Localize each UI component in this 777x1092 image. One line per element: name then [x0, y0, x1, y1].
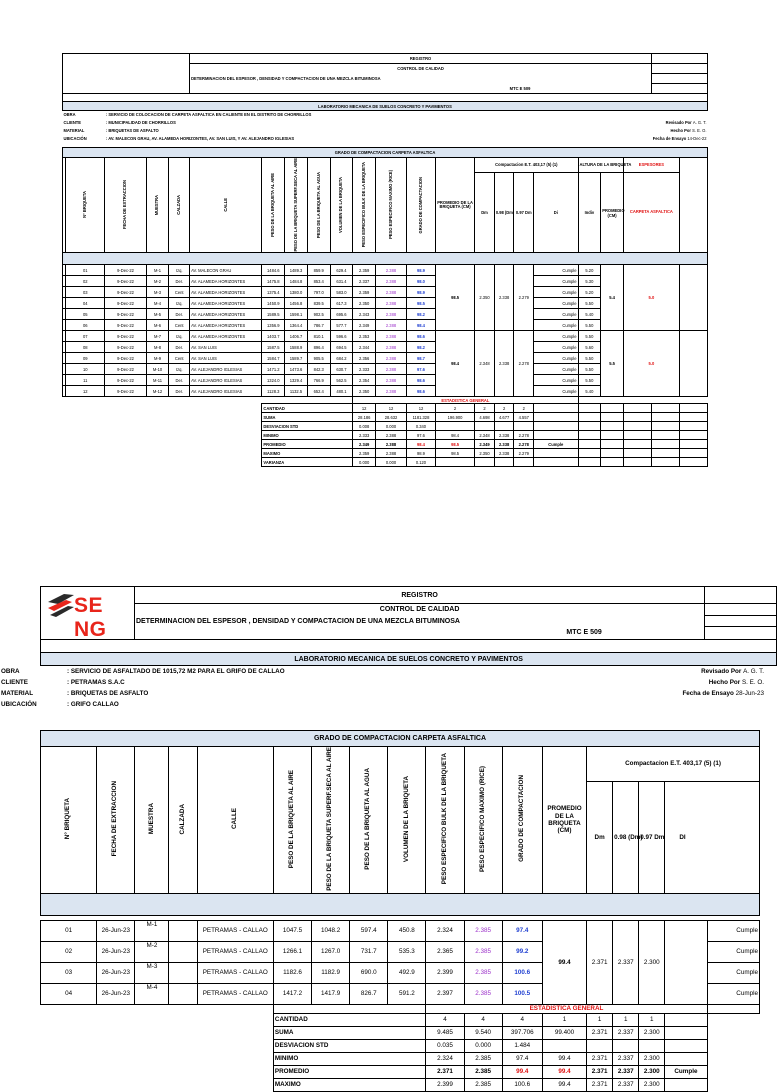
- d98-value: 2.337: [613, 920, 639, 1004]
- table-row: 10 9-Dec-22 M-10 Izq. AV. ALEJANDRO IGLESIAS 1471.2 1473.6 842.3 630.7 2.333 2.388 97.6 Cumple 5.50: [63, 364, 708, 375]
- espesor-carpeta: 5.0: [623, 331, 679, 397]
- stats-row: VARIANZA 0.000 0.000 0.120: [63, 458, 708, 467]
- calle-cell: PETRAMAS - CALLAO: [197, 941, 273, 962]
- logo-box: [41, 587, 135, 640]
- cumple-badge: Cumple: [534, 287, 578, 298]
- stats-row: CANTIDAD 4 4 4 1 1 1 1: [41, 1013, 760, 1026]
- table-row: 08 9-Dec-22 M-8 Der. AV. SAN LUIS 1587.5 1588.9 896.4 694.5 2.344 2.388 98.2 Cumple 5.60: [63, 342, 708, 353]
- stats-row: PROMEDIO 2.349 2.388 98.4 98.5 2.349 2.338 2.278 Cumple: [63, 440, 708, 449]
- material-value: : BRIQUETAS DE ASFALTO: [105, 128, 159, 133]
- report-table-2: [40, 586, 777, 666]
- stats-row: CANTIDAD 12 12 12 2 2 2 2: [63, 404, 708, 413]
- altura-indiv: 5.50: [578, 320, 601, 331]
- table-row: 04 26-Jun-23 M-4 PETRAMAS - CALLAO 1417.2 1417.9 826.7 591.2 2.397 2.385 100.5 Cumple: [41, 983, 760, 1004]
- espesor-carpeta: 5.0: [623, 265, 679, 331]
- calle-cell: AV. ALAMEDA HORIZONTES: [190, 276, 262, 287]
- calle-cell: AV. ALAMEDA HORIZONTES: [190, 320, 262, 331]
- altura-indiv: 5.60: [578, 342, 601, 353]
- obra-value: : SERVICIO DE ASFALTADO DE 1015,72 M2 PARA EL GRIFO DE CALLAO: [67, 668, 285, 675]
- calle-cell: AV. SAN LUIS: [190, 353, 262, 364]
- logo-box: [63, 54, 190, 94]
- promedio-briqueta: 98.4: [435, 331, 474, 397]
- cumple-badge: Cumple: [707, 983, 760, 1004]
- d98-value: 2.338: [494, 331, 514, 397]
- stats-row: DESVIACION STD 0.035 0.000 1.484: [41, 1039, 760, 1052]
- altura-indiv: 5.50: [578, 364, 601, 375]
- obra-value: : SERVICIO DE COLOCACION DE CARPETA ASFALTICA EN CALIENTE EN EL DISTRITO DE CHORRILLOS: [105, 112, 312, 118]
- altura-indiv: 5.50: [578, 331, 601, 342]
- d97-value: 2.278: [514, 331, 534, 397]
- stats-row: SUMA 28.186 28.632 1181.328 196.900 4.698 4.677 4.557: [63, 413, 708, 422]
- calle-cell: AV. ALEJANDRO IGLESIAS: [190, 386, 262, 397]
- norma: MTC E 509: [135, 627, 705, 640]
- d97-value: 2.300: [639, 920, 665, 1004]
- cumple-badge: Cumple: [707, 941, 760, 962]
- table-row: 06 9-Dec-22 M-6 Cent AV. ALAMEDA HORIZONTES 1356.9 1364.4 786.7 577.7 2.349 2.388 98.4 Cumple 5.50: [63, 320, 708, 331]
- cumple-badge: Cumple: [534, 331, 578, 342]
- lab-title: LABORATORIO MECANICA DE SUELOS CONCRETO Y PAVIMENTOS: [41, 653, 777, 666]
- cumple-badge: Cumple: [707, 920, 760, 941]
- calle-cell: PETRAMAS - CALLAO: [197, 920, 273, 941]
- stats-row: DESVIACION STD 0.008 0.000 0.340: [63, 422, 708, 431]
- calle-cell: AV. ALAMEDA HORIZONTES: [190, 298, 262, 309]
- calle-cell: AV. ALAMEDA HORIZONTES: [190, 309, 262, 320]
- ubicacion-value: : GRIFO CALLAO: [67, 701, 119, 708]
- table-row: 03 9-Dec-22 M-3 Cent AV. ALAMEDA HORIZONTES 1375.4 1380.0 797.0 583.0 2.359 2.388 98.9 Cumple 5.20: [63, 287, 708, 298]
- info-block-2: OBRA : SERVICIO DE ASFALTADO DE 1015,72 M2 PARA EL GRIFO DE CALLAO Revisado Por A. G. T. CLIENTE : PETRAMAS S.A.C Hecho Por S. E. O. MATERIAL : BRIQUETAS DE ASFALTO Fecha de Ensayo 28-Jun-23 UBICACIÓN : GRIFO CALLAO: [1, 668, 764, 708]
- dm-value: 2.350: [475, 265, 495, 331]
- calle-cell: AV. ALAMEDA HORIZONTES: [190, 331, 262, 342]
- logo-text: SE NG: [74, 594, 107, 641]
- table-row: 05 9-Dec-22 M-5 Der. AV. ALAMEDA HORIZONTES 1589.5 1598.1 902.5 695.6 2.343 2.388 98.2 Cumple 5.40: [63, 309, 708, 320]
- control-calidad: CONTROL DE CALIDAD: [397, 66, 444, 72]
- table-row: 02 9-Dec-22 M-2 Der. AV. ALAMEDA HORIZONTES 1475.8 1484.8 853.4 631.4 2.337 2.388 98.0 Cumple 5.30: [63, 276, 708, 287]
- report-sheet-1: [0, 0, 768, 520]
- altura-indiv: 5.50: [578, 298, 601, 309]
- estadistica-general: ESTADISTICA GENERAL: [353, 397, 578, 404]
- stats-row: PROMEDIO 2.371 2.385 99.4 99.4 2.371 2.337 2.300 Cumple: [41, 1065, 760, 1078]
- report-sheet-2: [0, 578, 768, 1089]
- table-row: 01 26-Jun-23 M-1 PETRAMAS - CALLAO 1047.5 1048.2 597.4 450.8 2.324 2.385 97.4 99.4 2.371 2.337 2.300 Cumple: [41, 920, 760, 941]
- table-row: 11 9-Dec-22 M-11 Der. AV. ALEJANDRO IGLESIAS 1324.0 1329.4 766.9 562.5 2.354 2.388 98.6 Cumple 5.50: [63, 375, 708, 386]
- cumple-badge: Cumple: [534, 276, 578, 287]
- grado-title: GRADO DE COMPACTACION CARPETA ASFALTICA: [41, 731, 760, 747]
- calle-cell: PETRAMAS - CALLAO: [197, 983, 273, 1004]
- calle-cell: AV. SAN LUIS: [190, 342, 262, 353]
- calle-cell: PETRAMAS - CALLAO: [197, 962, 273, 983]
- d98-value: 2.338: [494, 265, 514, 331]
- calle-cell: AV. ALEJANDRO IGLESIAS: [190, 364, 262, 375]
- cumple-badge: Cumple: [534, 375, 578, 386]
- cumple-badge: Cumple: [534, 298, 578, 309]
- cumple-badge: Cumple: [534, 309, 578, 320]
- table-row: 03 26-Jun-23 M-3 PETRAMAS - CALLAO 1182.6 1182.9 690.0 492.9 2.399 2.385 100.6 Cumple: [41, 962, 760, 983]
- altura-promedio: 5.5: [601, 331, 624, 397]
- report-table-1: REGISTRO CONTROL DE CALIDAD DETERMINACION DEL ESPESOR , DENSIDAD Y COMPACTACION DE UNA MEZCLA BITUMINOSA MTC E 509 LABORATORIO MECANICA DE SUELOS CONCRETO Y PAVIMENTOS OBRA : SERVICIO DE COLOCACION DE CARPETA ASFALTICA EN CALIENTE EN EL DISTRITO DE CHORRILLOS CLIENTE : MUNICIPALIDAD DE CHORRILLOS Revisado Por A. G. T. MATERIAL : BRIQUETAS DE ASFALTO Hecho Por S. E. O. UBICACIÓN : AV. MALECON GRAU, AV. ALAMEDA HORIZONTES, AV. SAN LUIS, Y AV. ALEJANDRO IGLESIAS Fecha de Ensayo 14-Dec-22 GRADO DE COMPACTACION CARPETA ASFALTICA N° BRIQUETA FECHA DE EXTRACCION MUESTRA CALZADA CALLE PESO DE LA BRIQUETA AL AIRE PESO DE LA BRIQUETA SUPERF.SECA AL AIRE PESO DE LA BRIQUETA AL AGUA VOLUMEN DE LA BRIQUETA PESO ESPECIFICO BULK DE LA BRIQUETA PESO ESPECIFICO MAXIMO (RICE) GRADO DE COMPACTACION PROMEDIO DE LA BRIQUETA (CM) Compactacion E.T. 403,17 (5) (1) ALTURA DE LA BRIQUETA ESPESORES Dm 0.98 (Dm) 0.97 Dm Di Indiv PROMEDIO (CM) CARPETA ASFALTICA 01 9-Dec-22 M-1 Izq. AV. MALECON GRAU 1484.6 1489.3 859.9 629.4 2.359 2.388 98.9 98.5 2.350 2.338 2.279 Cumple 5.20 5.4 5.0 02 9-Dec-22 M-2 Der. AV. ALAMEDA HORIZONTES 1475.8 1484.8 853.4 631.4 2.337 2.388 98.0 Cumple 5.30 03 9-Dec-22 M-3 Cent AV. ALAMEDA HORIZONTES 1375.4 1380.0 797.0 583.0 2.359 2.388 98.9 Cumple 5.20 04 9-Dec-22 M-4 Izq. AV. ALAMEDA HORIZONTES 1450.9 1456.8 839.5 617.3 2.350 2.388 98.5 Cumple 5.50 05 9-Dec-22 M-5 Der. AV. ALAMEDA HORIZONTES 1589.5 1598.1 902.5 695.6 2.343 2.388 98.2 Cumple 5.40 06 9-Dec-22 M-6 Cent AV. ALAMEDA HORIZONTES 1356.9 1364.4 786.7 577.7 2.349 2.388 98.4 Cumple 5.50 07 9-Dec-22 M-7 Izq. AV. ALAMEDA HORIZONTES 1403.7 1406.7 810.1 596.6 2.353 2.388 98.6 98.4 2.348 2.338 2.278 Cumple 5.50 5.5 5.0 08 9-Dec-22 M-8 Der. AV. SAN LUIS 1587.5 1588.9 896.4 694.5 2.344 2.388 98.2 Cumple 5.60 09 9-Dec-22 M-9 Cent AV. SAN LUIS 1584.7 1589.7 905.5 684.2 2.356 2.388 98.7 Cumple 5.50 10 9-Dec-22 M-10 Izq. AV. ALEJANDRO IGLESIAS 1471.2 1473.6 842.3 630.7 2.333 2.388 97.6 Cumple 5.50 11 9-Dec-22 M-11 Der. AV. ALEJANDRO IGLESIAS 1324.0 1329.4 766.9 562.5 2.354 2.388 98.6 Cumple 5.50 12 9-Dec-22 M-12 Der. AV. ALEJANDRO IGLESIAS 1128.3 1132.5 652.4 480.1 2.350 2.388 98.6 Cumple 5.40 ESTADISTICA GENERAL CANTIDAD 12 12 12 2 2 2 2 SUMA 28.186 28.632 1181.328 196.900 4.698 4.677 4.557 DESVIACION STD 0.008 0.000 0.340 MINIMO 2.333 2.388 97.6 98.4 2.348 2.338 2.278 PROMEDIO 2.349 2.388 98.4 98.5 2.349 2.338 2.278 Cumple MAXIMO 2.359 2.388 98.9 98.5 2.350 2.338 2.279 VARIANZA 0.000 0.000 0.120: [62, 53, 708, 467]
- calle-cell: AV. ALAMEDA HORIZONTES: [190, 287, 262, 298]
- dm-value: 2.348: [475, 331, 495, 397]
- report-title: DETERMINACION DEL ESPESOR , DENSIDAD Y COMPACTACION DE UNA MEZCLA BITUMINOSA: [190, 74, 652, 84]
- stats-row: MINIMO 2.324 2.385 97.4 99.4 2.371 2.337 2.300: [41, 1052, 760, 1065]
- table-row: 07 9-Dec-22 M-7 Izq. AV. ALAMEDA HORIZONTES 1403.7 1406.7 810.1 596.6 2.353 2.388 98.6 98.4 2.348 2.338 2.278 Cumple 5.50 5.5 5.0: [63, 331, 708, 342]
- table-row: 02 26-Jun-23 M-2 PETRAMAS - CALLAO 1266.1 1267.0 731.7 535.3 2.365 2.385 99.2 Cumple: [41, 941, 760, 962]
- stats-row: MAXIMO 2.359 2.388 98.9 98.5 2.350 2.338 2.279: [63, 449, 708, 458]
- calle-cell: AV. MALECON GRAU: [190, 265, 262, 276]
- promedio-briqueta: 98.5: [435, 265, 474, 331]
- material-value: : BRIQUETAS DE ASFALTO: [67, 690, 149, 697]
- table-row: 09 9-Dec-22 M-9 Cent AV. SAN LUIS 1584.7 1589.7 905.5 684.2 2.356 2.388 98.7 Cumple 5.50: [63, 353, 708, 364]
- registro-title: REGISTRO: [135, 587, 705, 604]
- cumple-badge: Cumple: [534, 353, 578, 364]
- altura-indiv: 5.50: [578, 353, 601, 364]
- stats-row: SUMA 9.485 9.540 397.706 99.400 2.371 2.337 2.300: [41, 1026, 760, 1039]
- altura-indiv: 5.20: [578, 265, 601, 276]
- report-title: DETERMINACION DEL ESPESOR , DENSIDAD Y COMPACTACION DE UNA MEZCLA BITUMINOSA: [135, 616, 705, 627]
- cumple-badge: Cumple: [534, 364, 578, 375]
- cumple-badge: Cumple: [534, 386, 578, 397]
- altura-indiv: 5.30: [578, 276, 601, 287]
- d97-value: 2.279: [514, 265, 534, 331]
- cumple-badge: Cumple: [534, 342, 578, 353]
- lab-title: LABORATORIO MECANICA DE SUELOS CONCRETO Y PAVIMENTOS: [63, 102, 708, 111]
- table-row: 01 9-Dec-22 M-1 Izq. AV. MALECON GRAU 1484.6 1489.3 859.9 629.4 2.359 2.388 98.9 98.5 2.350 2.338 2.279 Cumple 5.20 5.4 5.0: [63, 265, 708, 276]
- dm-value: 2.371: [587, 920, 613, 1004]
- altura-indiv: 5.40: [578, 309, 601, 320]
- norma: MTC E 509: [190, 84, 652, 94]
- altura-indiv: 5.50: [578, 375, 601, 386]
- control-calidad: CONTROL DE CALIDAD: [135, 604, 705, 616]
- altura-indiv: 5.20: [578, 287, 601, 298]
- cumple-badge: Cumple: [534, 265, 578, 276]
- cliente-value: : PETRAMAS S.A.C: [67, 679, 125, 686]
- cumple-badge: Cumple: [534, 320, 578, 331]
- table-row: 04 9-Dec-22 M-4 Izq. AV. ALAMEDA HORIZONTES 1450.9 1456.8 839.5 617.3 2.350 2.388 98.5 Cumple 5.50: [63, 298, 708, 309]
- stats-row: MAXIMO 2.399 2.385 100.6 99.4 2.371 2.337 2.300: [41, 1078, 760, 1091]
- compaction-table-2: GRADO DE COMPACTACION CARPETA ASFALTICA N° BRIQUETA FECHA DE EXTRACCION MUESTRA CALZADA CALLE PESO DE LA BRIQUETA AL AIRE PESO DE LA BRIQUETA SUPERF.SECA AL AIRE PESO DE LA BRIQUETA AL AGUA VOLUMEN DE LA BRIQUETA PESO ESPECIFICO BULK DE LA BRIQUETA PESO ESPECIFICO MAXIMO (RICE) GRADO DE COMPACTACION PROMEDIO DE LA BRIQUETA (CM) Compactacion E.T. 403,17 (5) (1) Dm 0.98 (Dm) 0.97 Dm DI 01 26-Jun-23 M-1 PETRAMAS - CALLAO 1047.5 1048.2 597.4 450.8 2.324 2.385 97.4 99.4 2.371 2.337 2.300 Cumple 02 26-Jun-23 M-2 PETRAMAS - CALLAO 1266.1 1267.0 731.7 535.3 2.365 2.385 99.2 Cumple 03 26-Jun-23 M-3 PETRAMAS - CALLAO 1182.6 1182.9 690.0 492.9 2.399 2.385 100.6 Cumple 04 26-Jun-23 M-4 PETRAMAS - CALLAO 1417.2 1417.9 826.7 591.2 2.397 2.385 100.5 Cumple ESTADISTICA GENERAL CANTIDAD 4 4 4 1 1 1 1 SUMA 9.485 9.540 397.706 99.400 2.371 2.337 2.300 DESVIACION STD 0.035 0.000 1.484 MINIMO 2.324 2.385 97.4 99.4 2.371 2.337 2.300 PROMEDIO 2.371 2.385 99.4 99.4 2.371 2.337 2.300 Cumple MAXIMO 2.399 2.385 100.6 99.4 2.371 2.337 2.300: [40, 730, 760, 1092]
- calle-cell: AV. ALEJANDRO IGLESIAS: [190, 375, 262, 386]
- stats-row: MINIMO 2.333 2.388 97.6 98.4 2.348 2.338 2.278: [63, 431, 708, 440]
- altura-promedio: 5.4: [601, 265, 624, 331]
- registro-title: REGISTRO: [190, 54, 652, 64]
- cumple-badge: Cumple: [707, 962, 760, 983]
- altura-indiv: 5.40: [578, 386, 601, 397]
- estadistica-general: ESTADISTICA GENERAL: [426, 1004, 707, 1013]
- promedio-briqueta: 99.4: [542, 920, 586, 1004]
- ubicacion-value: : AV. MALECON GRAU, AV. ALAMEDA HORIZONTES, AV. SAN LUIS, Y AV. ALEJANDRO IGLESIAS: [105, 136, 295, 141]
- grado-title: GRADO DE COMPACTACION CARPETA ASFALTICA: [63, 148, 708, 158]
- cliente-value: : MUNICIPALIDAD DE CHORRILLOS: [105, 120, 176, 125]
- table-row: 12 9-Dec-22 M-12 Der. AV. ALEJANDRO IGLESIAS 1128.3 1132.5 652.4 480.1 2.350 2.388 98.6 Cumple 5.40: [63, 386, 708, 397]
